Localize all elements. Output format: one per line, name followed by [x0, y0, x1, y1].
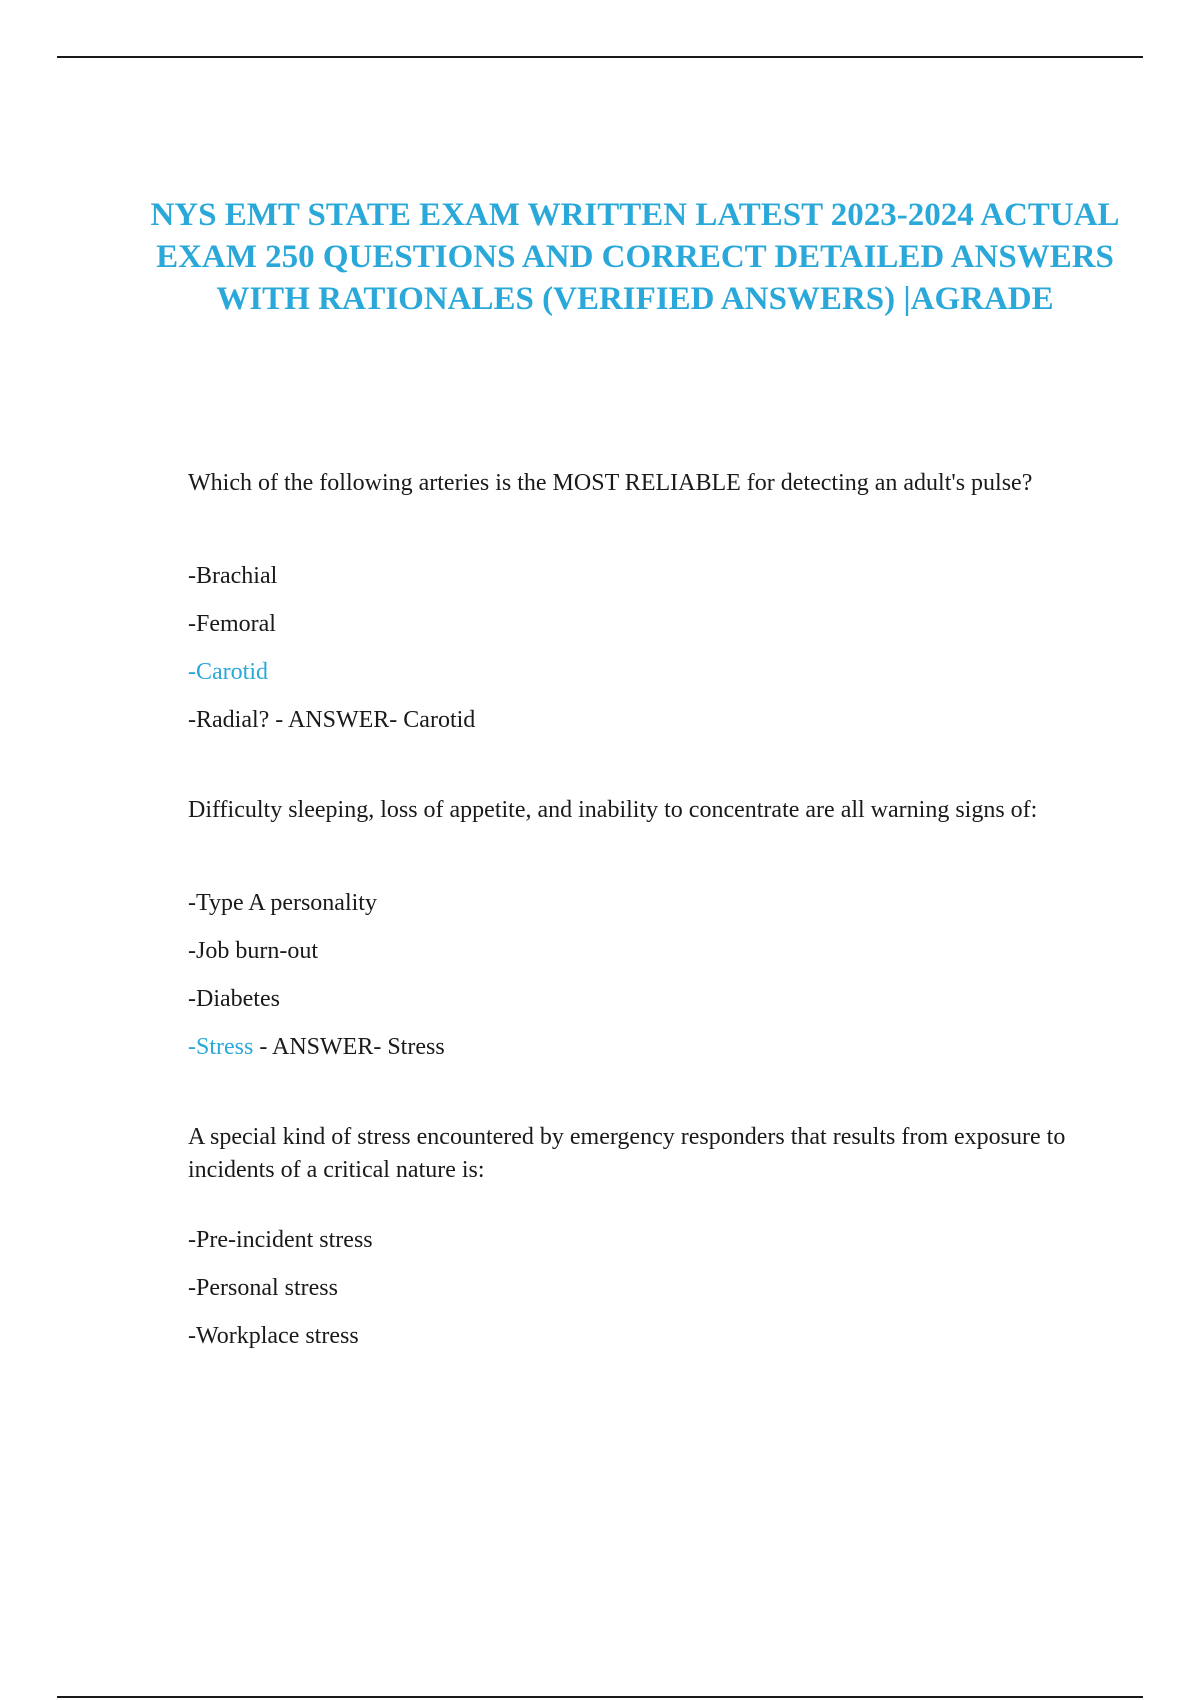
question-1-options [188, 562, 1068, 734]
question-1-option-c-correct: -Carotid [188, 659, 268, 685]
question-2-text: Difficulty sleeping, loss of appetite, and inability to concentrate are all warning signs of: [188, 797, 1038, 823]
question-1-text: Which of the following arteries is the MOST RELIABLE for detecting an adult's pulse? [188, 470, 1033, 496]
question-2-option-a: -Type A personality [188, 890, 377, 916]
question-3-option-a: -Pre-incident stress [188, 1227, 373, 1253]
top-divider [57, 56, 1143, 58]
question-1-option-a: -Brachial [188, 563, 278, 589]
question-3-option-c: -Workplace stress [188, 1323, 359, 1349]
bottom-divider [57, 1696, 1143, 1698]
question-2-option-d-correct: -Stress [188, 1034, 254, 1060]
question-3-option-b: -Personal stress [188, 1275, 338, 1301]
question-1-option-d [188, 706, 1068, 734]
question-3-options [188, 1226, 1068, 1350]
question-1 [188, 467, 1068, 734]
question-1-option-b: -Femoral [188, 611, 276, 637]
question-1-option-d-label: -Radial? [188, 707, 270, 733]
question-2-answer: - ANSWER- Stress [253, 1034, 445, 1060]
document-body [188, 467, 1068, 1350]
question-3 [188, 1121, 1068, 1350]
question-2-option-d [188, 1033, 1068, 1061]
question-3-text: A special kind of stress encountered by emergency responders that results from exposure to incidents of a critical nature is: [188, 1124, 1066, 1183]
question-2-option-b: -Job burn-out [188, 938, 318, 964]
question-2 [188, 794, 1068, 1061]
question-1-answer: - ANSWER- Carotid [269, 707, 476, 733]
question-2-options [188, 889, 1068, 1061]
document-title: NYS EMT STATE EXAM WRITTEN LATEST 2023-2024 ACTUAL EXAM 250 QUESTIONS AND CORRECT DETAILED ANSWERS WITH RATIONALES (VERIFIED ANSWERS) |AGRADE [150, 197, 1120, 317]
question-2-option-c: -Diabetes [188, 986, 280, 1012]
